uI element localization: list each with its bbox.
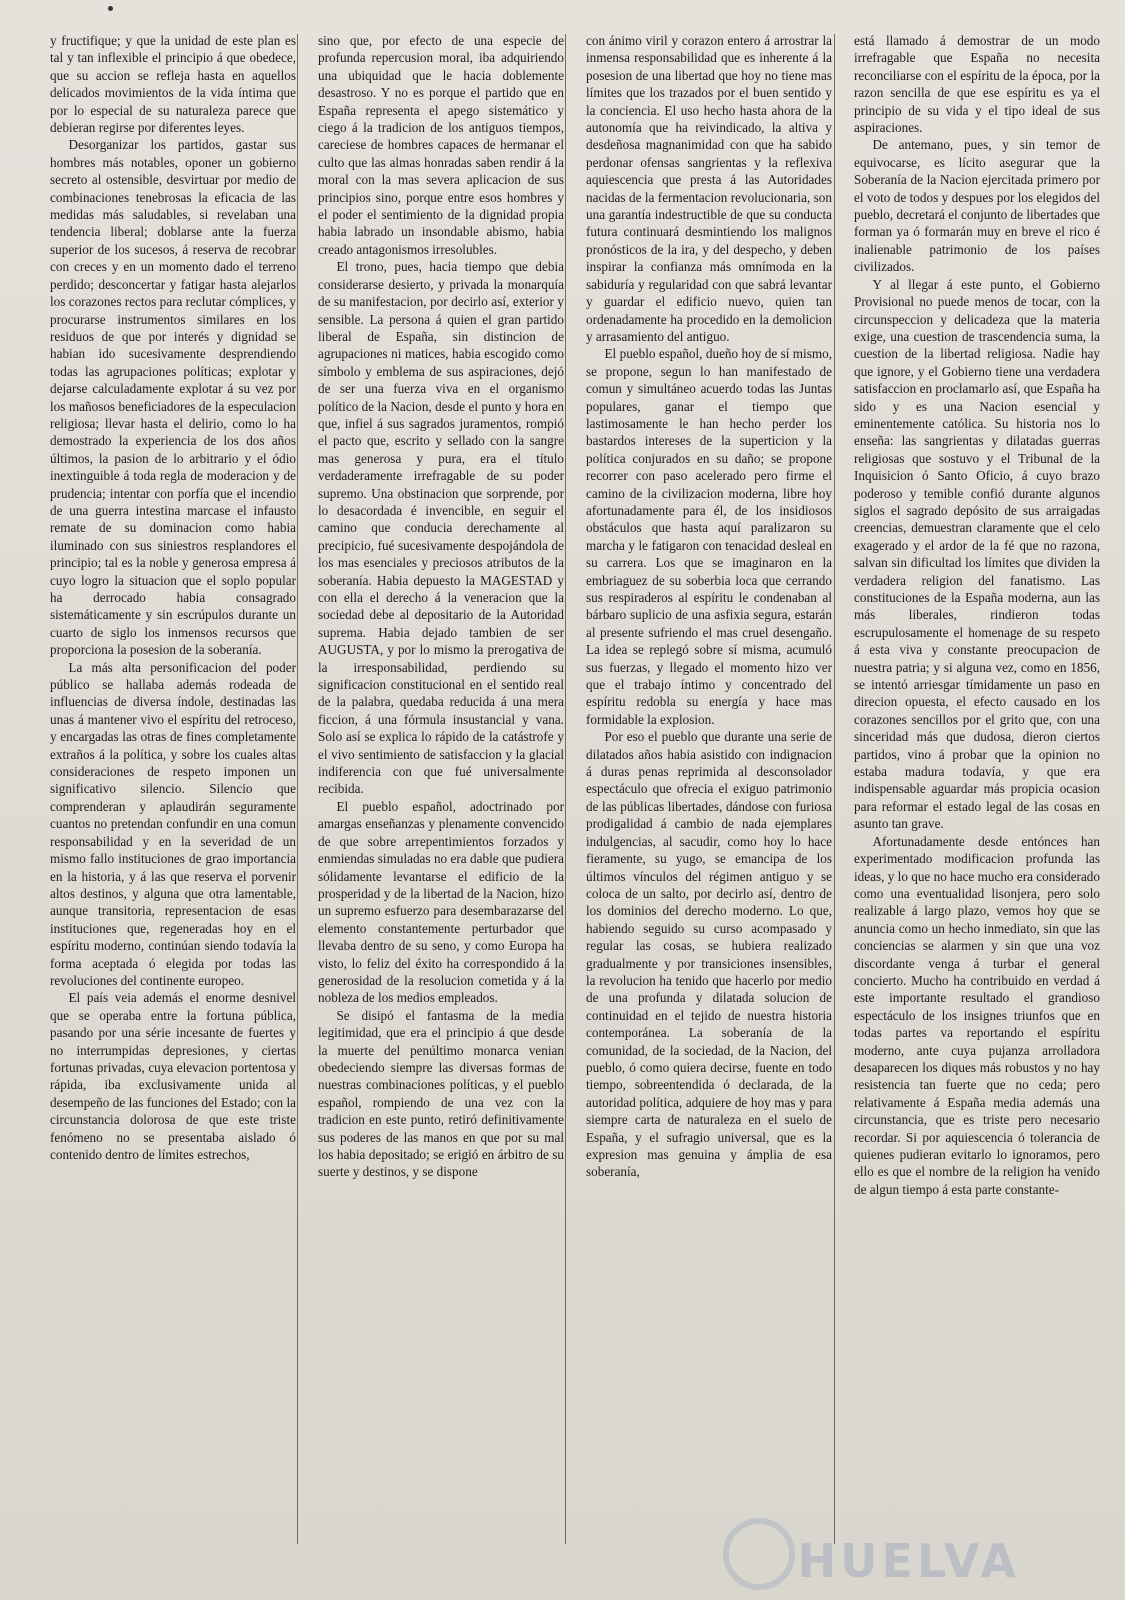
archive-watermark: HUELVA [797, 1534, 1020, 1588]
paragraph: con ánimo viril y corazon entero á arrostrar la inmensa responsabilidad que es inherente á la posesion de una libertad que hoy no tiene mas límites que los trazados por el buen sentido y la conciencia. El uso hecho hasta ahora de la autonomía que ha reivindicado, la altiva y desdeñosa magnanimidad con que ha sabido perdonar ofensas sangrientas y la reflexiva aquiescencia que presta á las Autoridades nacidas de la fermentacion revolucionaria, son una garantía indestructible de que su conducta futura continuará desmintiendo los malignos pronósticos de la ira, y del despecho, y deben inspirar la confianza más omnímoda en la sabiduría y regularidad con que sabrá levantar y guardar el edificio nuevo, quien tan ordenadamente ha procedido en la demolicion y arrasamiento del antiguo. [586, 33, 832, 344]
column-4 [854, 32, 1100, 1572]
column-2 [318, 32, 564, 1572]
paragraph: Y al llegar á este punto, el Gobierno Provisional no puede menos de tocar, con la circunspeccion y delicadeza que la materia exige, una cuestion de trascendencia suma, la cuestion de la libertad religiosa. Nadie hay que ignore, y el Gobierno tiene una verdadera satisfaccion en proclamarlo así, que España ha sido y es una Nacion esencial y eminentemente católica. Su historia nos lo enseña: las sangrientas y dilatadas guerras religiosas que sostuvo y el Tribunal de la Inquisicion ó Santo Oficio, á cuyo brazo poderoso y temible confió durante algunos siglos el sagrado depósito de sus arraigadas creencias, demuestran claramente que el celo exagerado y el ardor de la fé que no razona, salvan sin dificultad los límites que dividen la verdadera religion del fanatismo. Las constituciones de la España moderna, aun las más liberales, rindieron todas escrupulosamente el homenage de su respeto á esta viva y constante preocupacion de nuestra patria; y si alguna vez, como en 1856, se intentó arriesgar tímidamente un paso en direcion opuesta, el efecto causado en los corazones sencillos por el grito que, con una sinceridad más que dudosa, dieron ciertos partidos, vino á probar que la opinion no estaba madura todavía, y que era indispensable aguardar más propicia ocasion para reformar el estado legal de las cosas en asunto tan grave. [854, 276, 1100, 832]
paragraph: sino que, por efecto de una especie de profunda repercusion moral, iba adquiriendo una ubiquidad que le hacia doblemente desastroso. Y no es porque el partido que en España representa el apego sistemático y ciego á la tradicion de los antiguos tiempos, careciese de hombres capaces de hermanar el culto que las almas honradas saben rendir á la moral con la mas severa aplicacion de sus principios sino, porque entre esos hombres y el poder el sentimiento de la dignidad propia habia labrado un insondable abismo, habia creado antagonismos irresolubles. [318, 33, 564, 257]
paragraph: El trono, pues, hacia tiempo que debia considerarse desierto, y privada la monarquía de su manifestacion, por decirlo así, exterior y sensible. La persona á quien el gran partido liberal de España, sin distincion de agrupaciones ni matices, habia escogido como símbolo y emblema de sus aspiraciones, dejó de ser una fuerza viva en el organismo político de la Nacion, desde el punto y hora en que, infiel á sus sagrados juramentos, rompió el pacto que, escrito y sellado con la sangre mas generosa y pura, era el título verdaderamente irrefragable de su poder supremo. Una obstinacion que sorprende, por lo desacordada é invencible, en seguir el camino que conducia derechamente al precipicio, fué sucesivamente despojándola de los mas esenciales y preciosos atributos de la soberanía. Habia depuesto la MAGESTAD y con ella el derecho á la veneracion que la sociedad debe al depositario de la Autoridad suprema. Habia dejado tambien de ser AUGUSTA, y por lo mismo la prerogativa de la irresponsabilidad, perdiendo su significacion constitucional en el sentido real de la palabra, quedaba reducida á una mera ficcion, á una fórmula insustancial y vana. Solo así se explica lo rápido de la catástrofe y el vivo sentimiento de satisfaccion y la glacial indiferencia con que fué universalmente recibida. [318, 259, 564, 797]
paragraph: Se disipó el fantasma de la media legitimidad, que era el principio á que desde la muerte del penúltimo monarca venian obedeciendo siempre las diversas formas de nuestras combinaciones políticas, y el pueblo español, rompiendo de una vez con la tradicion en este punto, retiró definitivamente sus poderes de las manos en que por su mal los habia depositado; se erigió en árbitro de su suerte y destinos, y se dispone [318, 1007, 564, 1180]
paragraph: La más alta personificacion del poder público se hallaba además rodeada de influencias de diversa índole, destinadas las unas á mantener vivo el espíritu del retroceso, y encargadas las otras de fines completamente extraños á la política, y sobre los cuales altas consideraciones de respeto imponen un significativo silencio. Silencio que comprenderan y aplaudirán seguramente cuantos no pretendan confundir en una comun responsabilidad y en la severidad de un mismo fallo instituciones de grao importancia en la historia, y á las que reserva el porvenir altos destinos, y alguna que otra lamentable, aunque transitoria, representacion de esas instituciones que, regeneradas hoy en el espíritu moderno, continúan siendo todavía la forma aceptada ó elegida por todas las revoluciones del continente europeo. [50, 659, 296, 988]
paragraph: Desorganizar los partidos, gastar sus hombres más notables, oponer un gobierno secreto al ostensible, desvirtuar por medio de combinaciones tenebrosas la eficacia de las medidas más saludables, si revelaban una tendencia liberal; doblarse ante la fuerza superior de los sucesos, á reserva de recobrar con creces y en un momento dado el terreno perdido; desconcertar y fatigar hasta alejarlos los corazones rectos para reclutar cómplices, y procurarse instrumentos similares en los residuos de que por interés y dignidad se habian ido sucesivamente desprendiendo todas las agrupaciones políticas; explotar y dejarse calculadamente explotar á su vez por los mañosos beneficiadores de la especulacion religiosa; llevar hasta el delirio, como lo ha demostrado la experiencia de los dos años últimos, la pasion de lo arbitrario y el ódio inextinguible á toda regla de moderacion y de prudencia; intentar con porfía que el incendio de una guerra intestina marcase el infausto remate de su dominacion como habia iluminado con sus siniestros resplandores el principio; tal es la noble y generosa empresa á cuyo logro la situacion que el soplo popular ha derrocado habia consagrado sistemáticamente y sin escrúpulos durante un cuarto de siglo los inmensos recursos que proporciona la posesion de la soberanía. [50, 137, 296, 658]
paragraph: De antemano, pues, y sin temor de equivocarse, es lícito asegurar que la Soberanía de la Nacion ejercitada primero por el voto de todos y despues por los elegidos del pueblo, decretará el conjunto de libertades que forman ya ó formarán muy en breve el rico é inalienable patrimonio de los países civilizados. [854, 137, 1100, 275]
archive-stamp-icon [723, 1518, 795, 1590]
paragraph: y fructifique; y que la unidad de este plan es tal y tan inflexible el principio á que obedece, que su accion se refleja hasta en aquellos delicados movimientos de la vida íntima que por lo especial de su naturaleza parece que debieran regirse por diferentes leyes. [50, 33, 296, 136]
ink-spot [108, 6, 113, 11]
paragraph: El pueblo español, adoctrinado por amargas enseñanzas y plenamente convencido de que sobre arrepentimientos forzados y enmiendas simuladas no era dable que pudiera sólidamente levantarse el edificio de la prosperidad y de la libertad de la Nacion, hizo un supremo esfuerzo para desembarazarse del elemento constantemente perturbador que llevaba dentro de su seno, y como Europa ha visto, lo feliz del éxito ha correspondido á la generosidad de la resolucion cometida y á la nobleza de los medios empleados. [318, 798, 564, 1006]
column-3 [586, 32, 832, 1572]
article-columns [50, 32, 1100, 1572]
paragraph: está llamado á demostrar de un modo irrefragable que España no necesita reconciliarse con el espíritu de la época, por la razon sencilla de que ese espíritu es ya el principio de su vida y el tipo ideal de sus aspiraciones. [854, 33, 1100, 136]
paragraph: El pueblo español, dueño hoy de sí mismo, se propone, segun lo han manifestado de comun y simultáneo acuerdo todas las Juntas populares, ganar el tiempo que lastimosamente le han hecho perder los bastardos intereses de la superticion y la política conjurados en su daño; se propone recorrer con paso acelerado pero firme el camino de la civilizacion moderna, libre hoy afortunadamente para él, de los insidiosos obstáculos que hasta aquí paralizaron su marcha y le fatigaron con tenacidad desleal en su carrera. Los que se imaginaron en la embriaguez de su soberbia loca que cerrando sus respiraderos al espíritu le condenaban al bárbaro suplicio de una asfixia segura, estarán al presente sufriendo el mas cruel desengaño. La idea se replegó sobre sí misma, acumuló sus fuerzas, y llegado el momento hizo ver que el trabajo íntimo y concentrado del espíritu redobla su energía y hace mas formidable la explosion. [586, 346, 832, 727]
paragraph: Por eso el pueblo que durante una serie de dilatados años habia asistido con indignacion á duras penas reprimida al desconsolador espectáculo que ofrecia el exiguo patrimonio de las públicas libertades, dándose con furiosa prodigalidad á cambio de nada ejemplares indulgencias, al sacudir, como hoy lo hace fieramente, su yugo, se emancipa de los últimos vínculos del régimen antiguo y se coloca de un salto, por decirlo así, dentro de los dominios del derecho moderno. Lo que, habiendo seguido su curso acompasado y regular las cosas, se hubiera realizado gradualmente y por transiciones insensibles, la revolucion ha tenido que hacerlo por medio de una profunda y dilatada solucion de continuidad en el tejido de nuestra historia contemporánea. La soberanía de la comunidad, de la sociedad, de la Nacion, del pueblo, ó como quiera decirse, fuente en todo tiempo, sobreentendida ó declarada, de la autoridad política, adquiere de hoy mas y para siempre carta de naturaleza en el suelo de España, y el sufragio universal, que es la expresion mas genuina y ámplia de esa soberanía, [586, 729, 832, 1180]
column-1 [50, 32, 296, 1572]
paragraph: El país veia además el enorme desnivel que se operaba entre la fortuna pública, pasando por una série incesante de fuertes y no interrumpidas depresiones, y ciertas fortunas privadas, cuya elevacion portentosa y rápida, iba exclusivamente unida al desempeño de las funciones del Estado; con la circunstancia dolorosa de que este triste fenómeno no se presentaba aislado ó contenido dentro de límites estrechos, [50, 990, 296, 1162]
paragraph: Afortunadamente desde entónces han experimentado modificacion profunda las ideas, y lo que no hace mucho era considerado como una eventualidad lisonjera, pero solo realizable á largo plazo, vemos hoy que se anuncia como un hecho inmediato, sin que las conciencias se alarmen y sin que una voz discordante venga á turbar el general concierto. Mucho ha contribuido en verdad á este importante resultado el grandioso espectáculo de los insignes triunfos que en todas partes va reportando el espíritu moderno, ante cuya pujanza arrolladora desaparecen los diques más robustos y no hay resistencia tan fuerte que no ceda; pero relativamente á España media además una circunstancia, que es triste pero necesario recordar. Si por aquiescencia ó tolerancia de quienes pudieran evitarlo lo ignoramos, pero ello es que el nombre de la religion ha venido de algun tiempo á esta parte constante- [854, 833, 1100, 1197]
